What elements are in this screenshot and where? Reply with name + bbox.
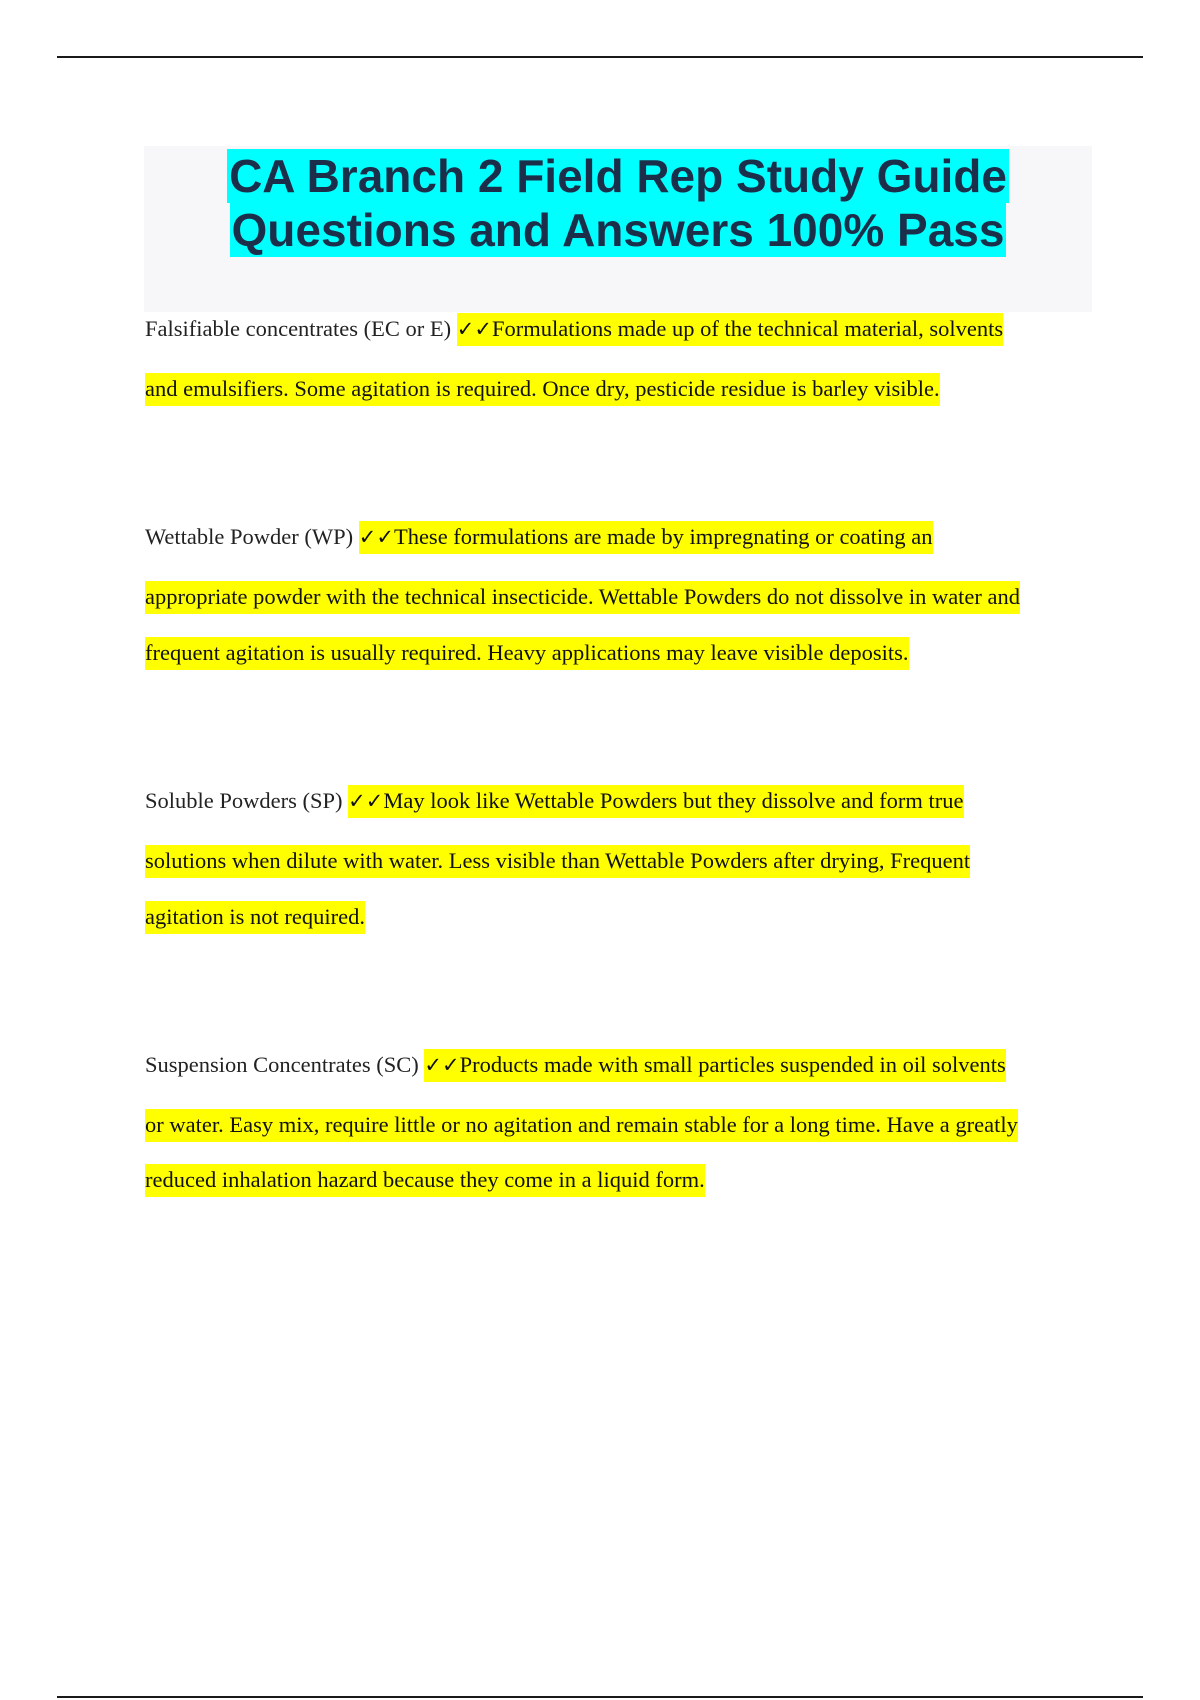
entry-answer-line: May look like Wettable Powders but they dissolve and form true <box>383 788 964 813</box>
entry-answer-line: agitation is not required. <box>145 901 365 934</box>
entry-answer-line: reduced inhalation hazard because they come in a liquid form. <box>145 1164 705 1197</box>
entry-term: Suspension Concentrates (SC) <box>145 1052 419 1077</box>
entry-answer-line: solutions when dilute with water. Less visible than Wettable Powders after drying, Frequent <box>145 845 970 878</box>
footer-rule <box>57 1696 1143 1698</box>
entry-answer-line: appropriate powder with the technical insecticide. Wettable Powders do not dissolve in water and <box>145 581 1020 614</box>
entry-answer-line: frequent agitation is usually required. Heavy applications may leave visible deposits. <box>145 637 909 670</box>
entry-answer-line: and emulsifiers. Some agitation is required. Once dry, pesticide residue is barley visible. <box>145 373 940 406</box>
entry-answer-line: These formulations are made by impregnating or coating an <box>393 524 933 549</box>
entry-term: Falsifiable concentrates (EC or E) <box>145 316 452 341</box>
header-rule <box>57 56 1143 58</box>
entry-answer-line: or water. Easy mix, require little or no agitation and remain stable for a long time. Have a greatly <box>145 1109 1018 1142</box>
entry-term: Wettable Powder (WP) <box>145 524 354 549</box>
double-check-icon: ✓✓ <box>348 789 384 813</box>
entry-answer-line: Formulations made up of the technical material, solvents <box>491 316 1004 341</box>
document-title-line-2: Questions and Answers 100% Pass <box>231 204 1005 256</box>
double-check-icon: ✓✓ <box>358 525 394 549</box>
document-title-line-1: CA Branch 2 Field Rep Study Guide <box>229 150 1007 202</box>
entry-term: Soluble Powders (SP) <box>145 788 343 813</box>
entry-answer-line: Products made with small particles suspended in oil solvents <box>459 1052 1006 1077</box>
title-block <box>144 146 1092 312</box>
double-check-icon: ✓✓ <box>456 317 492 341</box>
double-check-icon: ✓✓ <box>424 1053 460 1077</box>
